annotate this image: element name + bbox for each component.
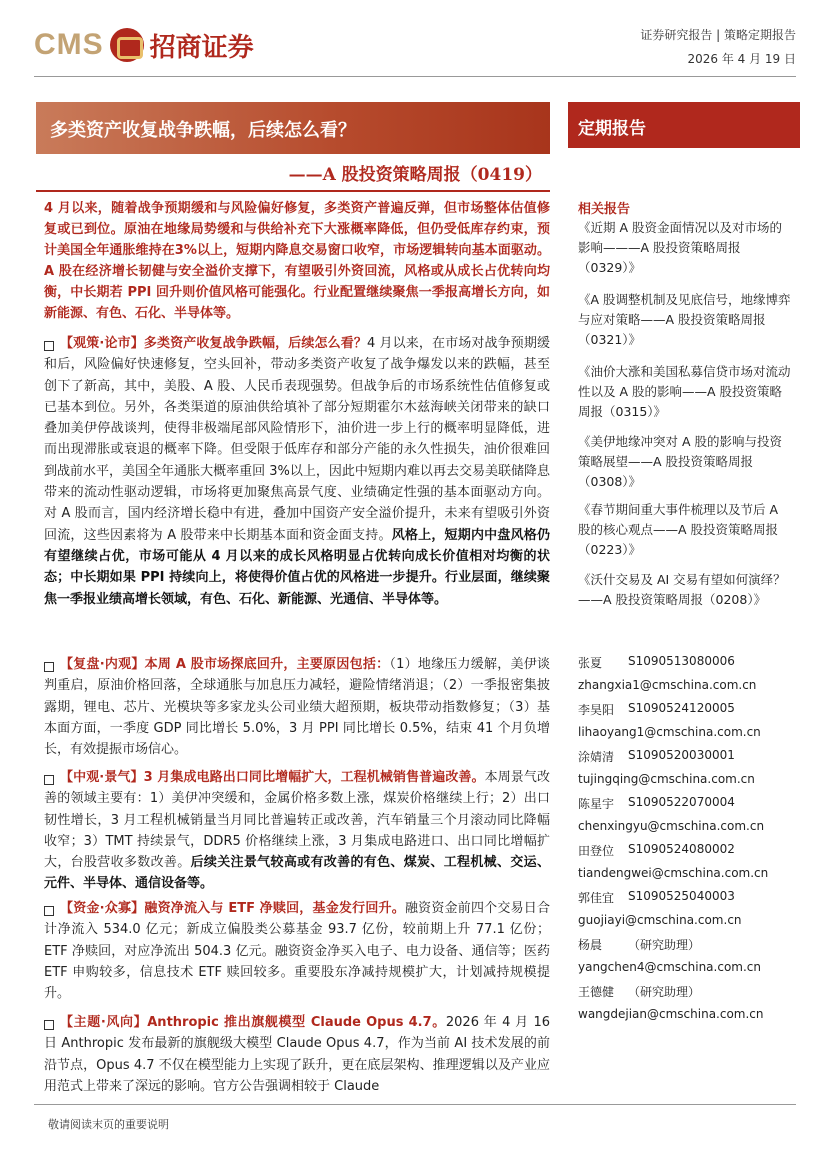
analyst-row xyxy=(578,748,735,765)
section-heading: 【观策·论市】多类资产收复战争跌幅，后续怎么看？ xyxy=(60,336,367,351)
page-subtitle: ——A 股投资策略周报（0419） xyxy=(288,165,542,185)
analyst-cert: S1090520030001 xyxy=(628,748,735,762)
analyst-email[interactable]: chenxingyu@cmschina.com.cn xyxy=(578,819,765,833)
analyst-name: 李昊阳 xyxy=(578,703,615,717)
logo-latin: CMS xyxy=(34,28,104,61)
report-type: 证券研究报告 | 策略定期报告 xyxy=(640,28,796,42)
analyst-row xyxy=(578,936,701,953)
related-report-link[interactable]: 《A 股调整机制及见底信号，地缘博弈与应对策略——A 股投资策略周报（0321）》 xyxy=(578,292,791,347)
section-heading: 【资金·众寡】融资净流入与 ETF 净赎回，基金发行回升。 xyxy=(60,901,405,916)
section-prosperity xyxy=(44,767,550,895)
section-body: 融资资金前四个交易日合计净流入 534.0 亿元；新成立偏股类公募基金 93.7 亿份，较前期上升 77.1 亿份；ETF 净赎回，对应净流出 504.3 亿元。融资资金净买入电子、电力设备、通信等；医药 ETF 申购较多，信息技术 ETF 赎回较多。重要股东净减持规模扩大，计划减持规模提升。 xyxy=(44,901,550,1002)
section-conclusion: 后续关注景气较高或有改善的有色、煤炭、工程机械、交运、元件、半导体、通信设备等。 xyxy=(44,855,550,892)
summary-paragraph: 4 月以来，随着战争预期缓和与风险偏好修复，多类资产普遍反弹，但市场整体估值修复或已到位。原油在地缘局势缓和与供给补充下大涨概率降低，但仍受低库存约束，预计美国全年通胀维持在3%以上，短期内降息交易窗口收窄，市场逻辑转向基本面驱动。A 股在经济增长韧健与安全溢价支撑下，有望吸引外资回流，风格或从成长占优转向均衡，中长期若 PPI 回升则价值风格可能强化。行业配置继续聚焦一季报高增长方向，如新能源、有色、石化、半导体等。 xyxy=(44,201,550,321)
related-reports-heading: 相关报告 xyxy=(578,202,631,217)
page-title: 多类资产收复战争跌幅，后续怎么看？ xyxy=(50,120,356,141)
section-body: 4 月以来，在市场对战争预期缓和后，风险偏好快速修复，空头回补，带动多类资产收复了战争爆发以来的跌幅，甚至创下了新高，其中，美股、A 股、人民币表现强势。但战争后的市场系统性估值修复或已基本到位。另外，各类渠道的原油供给填补了部分短期霍尔木兹海峡关闭带来的缺口叠加美伊停战谈判，使得非极端尾部风险情形下，油价进一步上行的概率明显降低，进而出现滞胀或衰退的概率下降。但受限于低库存和部分产能的永久性损失，油价很难回到战前水平，美国全年通胀大概率重回 3%以上，因此中短期内难以再去交易美联储降息带来的流动性驱动逻辑，市场将更加聚焦高景气度、业绩确定性强的基本面驱动方向。对 A 股而言，国内经济增长稳中有进，叠加中国资产安全溢价提升，未来有望吸引外资回流，这些因素将为 A 股带来中长期基本面和资金面支持。 xyxy=(44,336,550,543)
section-heading: 【复盘·内观】本周 A 股市场探底回升，主要原因包括： xyxy=(60,657,390,672)
section-observation xyxy=(44,333,550,610)
analyst-cert: S1090513080006 xyxy=(628,654,735,668)
analyst-name: 田登位 xyxy=(578,844,615,858)
related-report-link[interactable]: 《油价大涨和美国私募信贷市场对流动性以及 A 股的影响——A 股投资策略周报（0315）》 xyxy=(578,364,791,419)
analyst-role: （研究助理） xyxy=(628,938,701,952)
analyst-email[interactable]: lihaoyang1@cmschina.com.cn xyxy=(578,725,761,739)
header-divider xyxy=(34,76,796,77)
analyst-row xyxy=(578,983,701,1000)
report-date: 2026 年 4 月 19 日 xyxy=(687,52,796,66)
section-body: 本周景气改善的领域主要有：1）美伊冲突缓和，金属价格多数上涨，煤炭价格继续上行；2）出口韧性增长，3 月工程机械销量当月同比普遍转正或改善，汽车销量三个月滚动同比降幅收窄；3）TMT 持续景气，DDR5 价格继续上涨，3 月集成电路进口、出口同比增幅扩大，台股营收多数改善。 xyxy=(44,770,550,871)
footer-divider xyxy=(34,1104,796,1105)
analyst-name: 涂婧清 xyxy=(578,750,615,764)
section-body: （1）地缘压力缓解，美伊谈判重启，原油价格回落，全球通胀与加息压力减轻，避险情绪消退；（2）一季报密集披露期，锂电、芯片、光模块等多家龙头公司业绩大超预期，板块带动指数修复；（3）基本面方面，一季度 GDP 同比增长 5.0%，3 月 PPI 同比增长 0.5%，结束 41 个月负增长，有效提振市场信心。 xyxy=(44,657,550,758)
analyst-row xyxy=(578,701,735,718)
analyst-name: 陈星宇 xyxy=(578,797,615,811)
analyst-row xyxy=(578,795,735,812)
section-review xyxy=(44,654,550,760)
title-banner xyxy=(36,102,550,154)
title-divider xyxy=(36,190,550,192)
analyst-name: 王德健 xyxy=(578,985,615,999)
related-report-link[interactable]: 《沃什交易及 AI 交易有望如何演绎？——A 股投资策略周报（0208）》 xyxy=(578,572,786,607)
analyst-cert: S1090522070004 xyxy=(628,795,735,809)
company-logo xyxy=(34,22,254,68)
section-theme xyxy=(44,1012,550,1097)
related-report-link[interactable]: 《近期 A 股资金面情况以及对市场的影响———A 股投资策略周报（0329）》 xyxy=(578,220,782,275)
analyst-row xyxy=(578,654,735,671)
section-body: 2026 年 4 月 16 日 Anthropic 发布最新的旗舰级大模型 Claude Opus 4.7，作为当前 AI 技术发展的前沿节点，Opus 4.7 不仅在模型能力上实现了跃升，更在底层架构、推理逻辑以及产业应用范式上带来了深远的影响。官方公告强调相较于 Claude xyxy=(44,1015,550,1094)
analyst-name: 郭佳宜 xyxy=(578,891,615,905)
related-report-link[interactable]: 《春节期间重大事件梳理以及节后 A 股的核心观点——A 股投资策略周报（0223）》 xyxy=(578,502,779,557)
section-heading: 【中观·景气】3 月集成电路出口同比增幅扩大，工程机械销售普遍改善。 xyxy=(60,770,485,785)
section-heading: 【主题·风向】Anthropic 推出旗舰模型 Claude Opus 4.7。 xyxy=(60,1015,446,1030)
analyst-name: 杨晨 xyxy=(578,938,603,952)
analyst-email[interactable]: tiandengwei@cmschina.com.cn xyxy=(578,866,769,880)
analyst-email[interactable]: zhangxia1@cmschina.com.cn xyxy=(578,678,757,692)
analyst-email[interactable]: tujingqing@cmschina.com.cn xyxy=(578,772,755,786)
report-category-tag xyxy=(568,102,800,148)
section-conclusion: 风格上，短期内中盘风格仍有望继续占优，市场可能从 4 月以来的成长风格明显占优转向成长价值相对均衡的状态；中长期如果 PPI 持续向上，将使得价值占优的风格进一步提升。行业层面，继续聚焦一季报业绩高增长领域，有色、石化、新能源、光通信、半导体等。 xyxy=(44,527,550,607)
analyst-cert: S1090524080002 xyxy=(628,842,735,856)
report-category-label: 定期报告 xyxy=(578,119,646,139)
analyst-email[interactable]: guojiayi@cmschina.com.cn xyxy=(578,913,742,927)
analyst-role: （研究助理） xyxy=(628,985,701,999)
section-funds xyxy=(44,898,550,1004)
analyst-cert: S1090524120005 xyxy=(628,701,735,715)
analyst-name: 张夏 xyxy=(578,656,603,670)
analyst-row xyxy=(578,842,735,859)
footer-note: 敬请阅读末页的重要说明 xyxy=(48,1118,169,1131)
related-report-link[interactable]: 《美伊地缘冲突对 A 股的影响与投资策略展望——A 股投资策略周报（0308）》 xyxy=(578,434,782,489)
analyst-cert: S1090525040003 xyxy=(628,889,735,903)
logo-chinese: 招商证券 xyxy=(149,32,254,63)
analyst-row xyxy=(578,889,735,906)
analyst-email[interactable]: yangchen4@cmschina.com.cn xyxy=(578,960,761,974)
analyst-email[interactable]: wangdejian@cmschina.com.cn xyxy=(578,1007,764,1021)
logo-emblem-icon xyxy=(110,28,144,62)
subtitle-row xyxy=(36,158,550,186)
